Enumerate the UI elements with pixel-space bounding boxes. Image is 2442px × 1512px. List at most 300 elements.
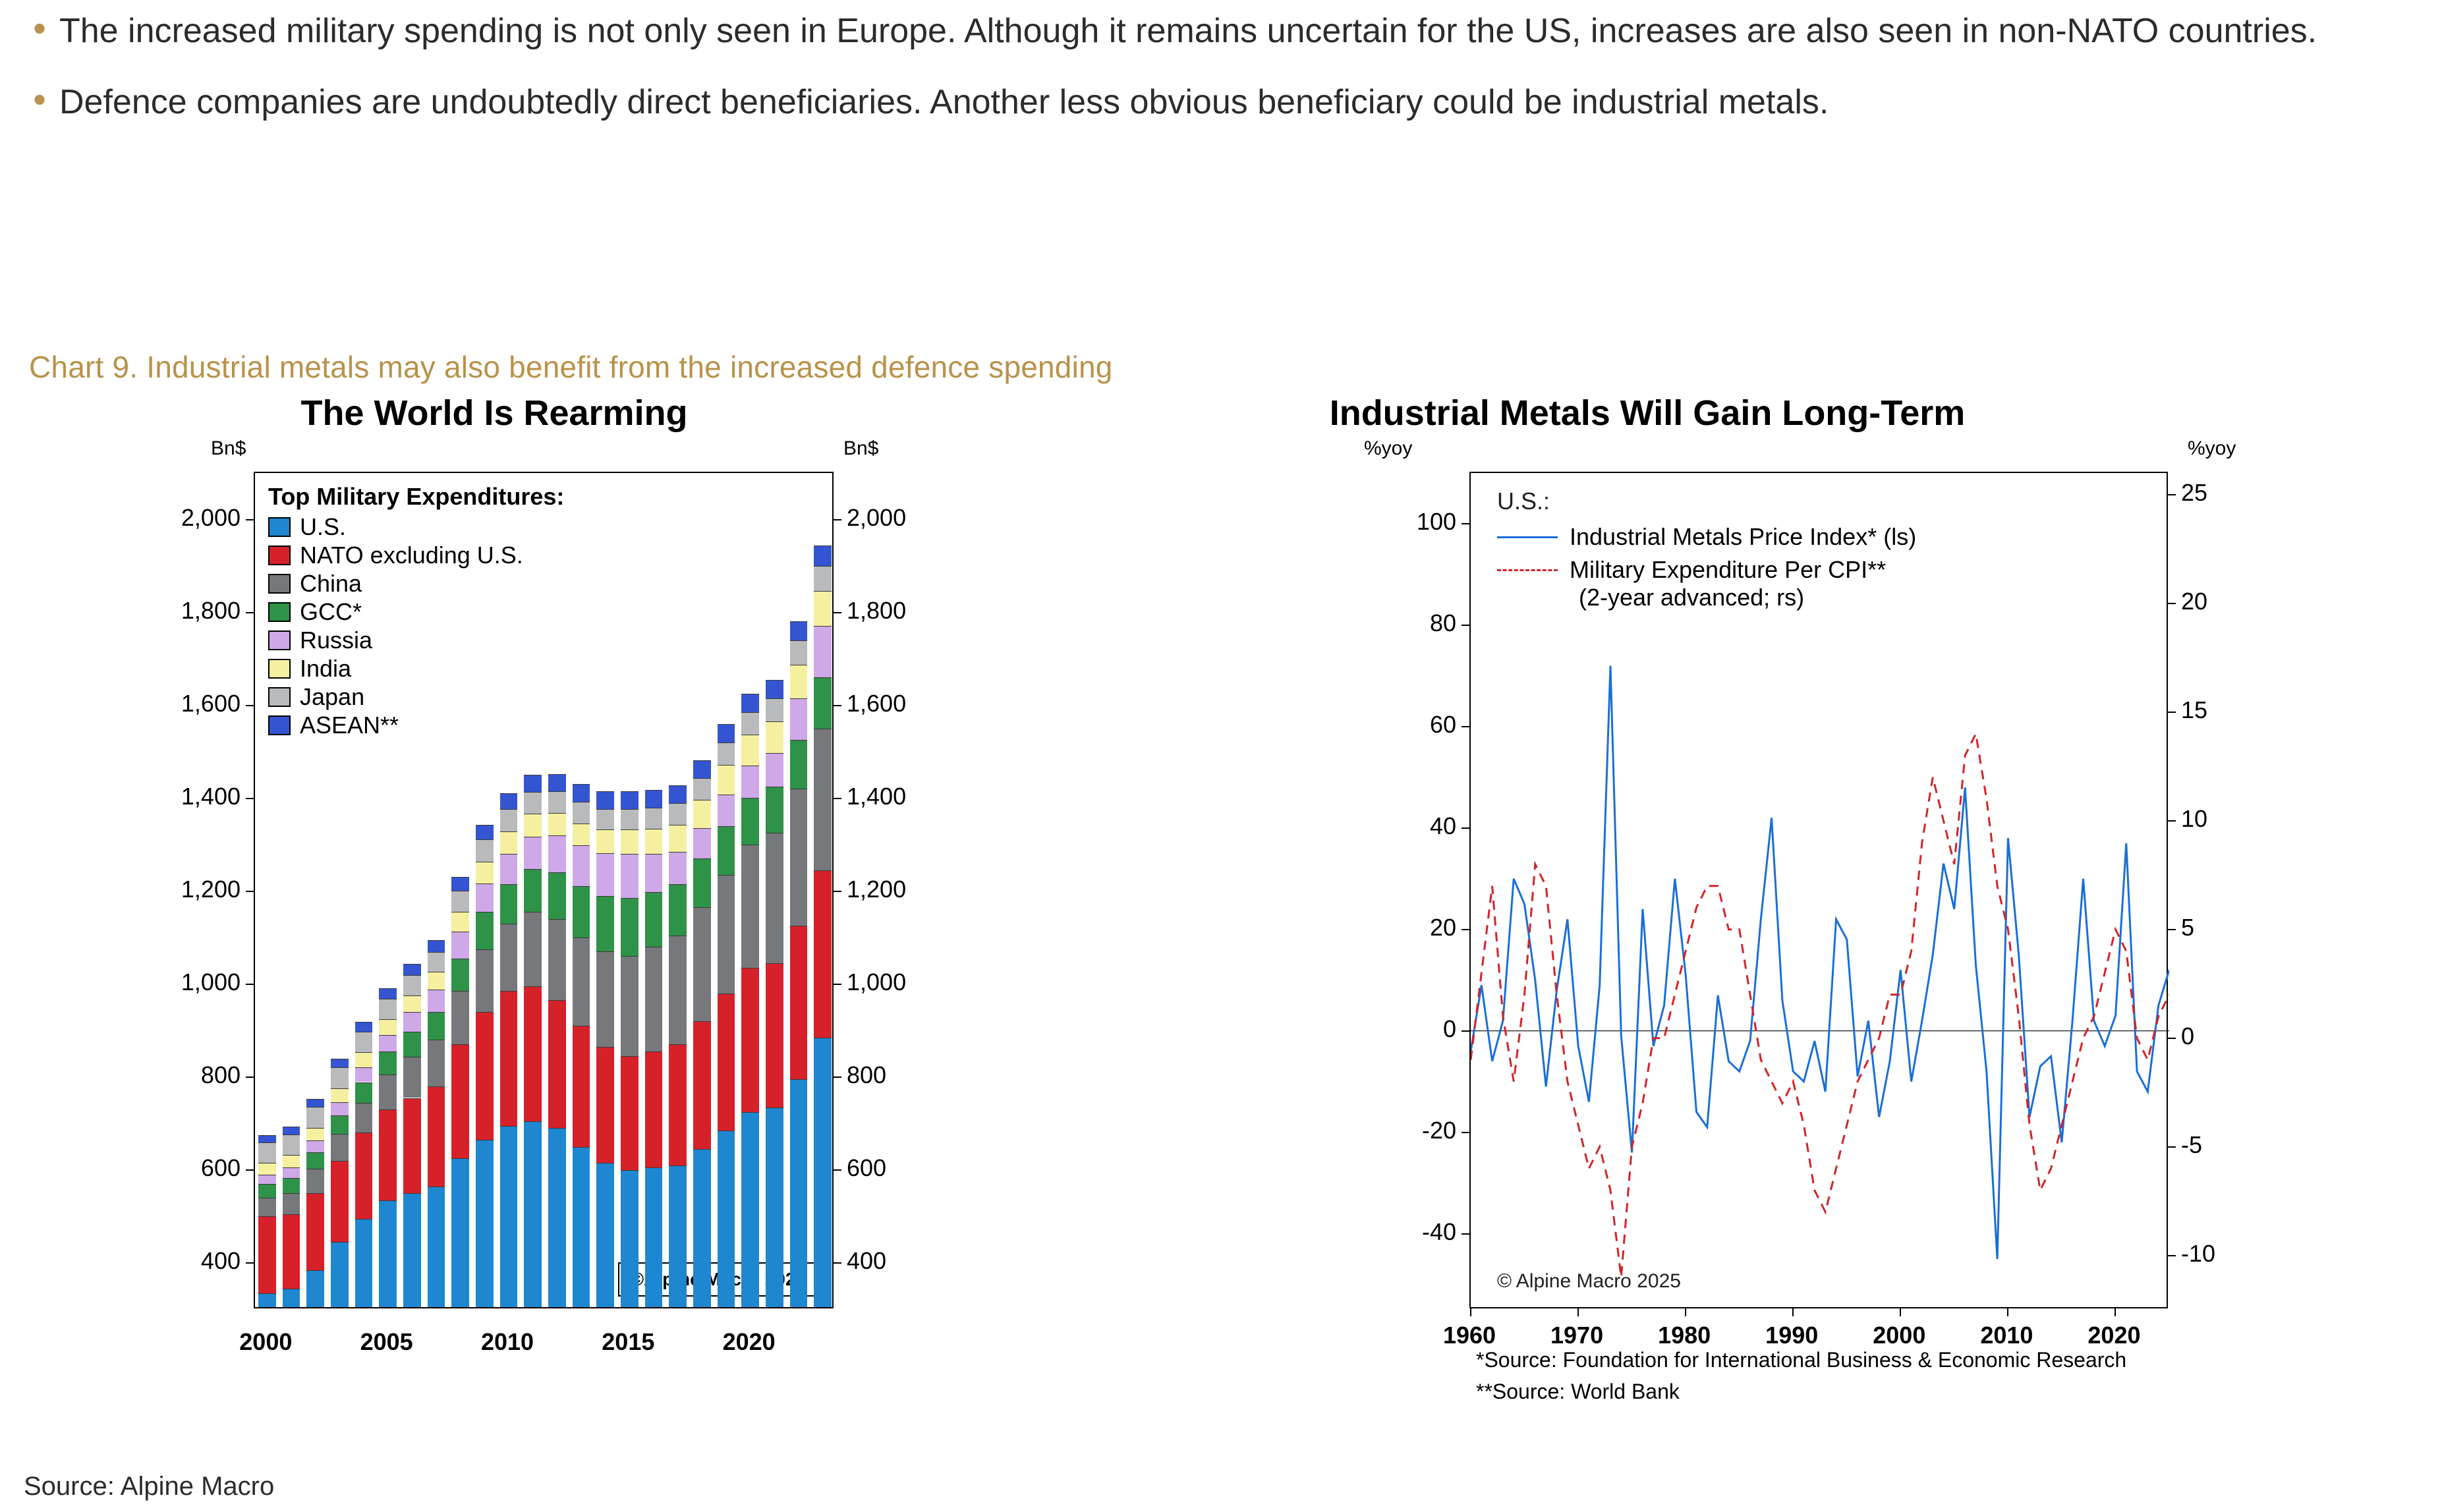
series-line <box>1471 666 2169 1260</box>
bar-segment <box>500 831 517 854</box>
bar-segment <box>693 778 710 800</box>
bar-segment <box>766 721 783 753</box>
bar-segment <box>331 1102 348 1115</box>
bar-segment <box>476 1140 493 1307</box>
legend-label: Russia <box>300 627 373 654</box>
table-row <box>500 470 517 1307</box>
y-tick <box>246 798 255 799</box>
bar-segment <box>741 845 758 968</box>
bar-segment <box>500 884 517 924</box>
table-row <box>331 470 348 1307</box>
bar-segment <box>669 1165 686 1307</box>
bar-segment <box>669 785 686 803</box>
bar-segment <box>403 975 420 995</box>
bar-segment <box>693 760 710 779</box>
bar-segment <box>766 1107 783 1307</box>
bar-segment <box>573 938 590 1026</box>
bar-segment <box>403 964 420 975</box>
bar-segment <box>596 1047 613 1163</box>
bar-segment <box>596 791 613 809</box>
bar-segment <box>451 991 469 1044</box>
bar-segment <box>596 896 613 952</box>
bar-segment <box>596 951 613 1047</box>
bar-segment <box>814 566 831 591</box>
table-row <box>476 470 493 1307</box>
bar-segment <box>306 1270 324 1307</box>
x-axis-label: 1970 <box>1550 1322 1604 1349</box>
bar-segment <box>283 1167 300 1178</box>
table-row <box>669 470 686 1307</box>
bar-segment <box>451 932 469 959</box>
bar-segment <box>476 825 493 840</box>
table-row <box>621 470 638 1307</box>
y-axis-label: 40 <box>1429 812 1456 839</box>
bar-segment <box>403 1012 420 1032</box>
y-tick <box>246 519 255 520</box>
legend-label: U.S. <box>300 513 347 540</box>
legend-label: Japan <box>300 683 365 710</box>
y-tick-right <box>832 1169 841 1171</box>
bar-segment <box>621 854 638 898</box>
bar-segment <box>741 712 758 735</box>
bar-segment <box>766 753 783 787</box>
bar-segment <box>621 956 638 1056</box>
bar-segment <box>283 1178 300 1193</box>
y-axis-label: 800 <box>200 1061 241 1089</box>
bar-segment <box>766 787 783 833</box>
bar-segment <box>645 790 662 808</box>
bar-segment <box>693 1149 710 1307</box>
bar-segment <box>718 765 735 794</box>
table-row <box>283 470 300 1307</box>
bar-segment <box>693 800 710 827</box>
bar-segment <box>379 1109 396 1200</box>
bar-segment <box>524 1121 541 1307</box>
bar-segment <box>596 809 613 830</box>
bar-segment <box>548 774 565 791</box>
bar-segment <box>741 766 758 798</box>
bar-segment <box>548 872 565 919</box>
y-tick <box>246 1262 255 1264</box>
bar-segment <box>693 1021 710 1149</box>
bar-segment <box>573 824 590 846</box>
bar-segment <box>790 1079 807 1307</box>
bar-segment <box>476 1012 493 1140</box>
bar-segment <box>331 1059 348 1067</box>
y-tick <box>246 984 255 985</box>
bar-segment <box>524 775 541 791</box>
bar-segment <box>403 1032 420 1057</box>
table-row <box>596 470 613 1307</box>
y-tick <box>1462 827 1471 829</box>
bar-segment <box>500 793 517 809</box>
y-tick <box>246 612 255 613</box>
bar-segment <box>355 1067 372 1082</box>
bar-segment <box>596 829 613 853</box>
y-axis-label-right: 10 <box>2181 804 2208 832</box>
bar-segment <box>573 845 590 886</box>
list-item <box>20 80 2418 125</box>
y-axis-label: 1,400 <box>181 782 241 810</box>
y-axis-label: 1,000 <box>181 968 241 996</box>
bar-segment <box>476 839 493 862</box>
table-row <box>573 470 590 1307</box>
bar-segment <box>500 809 517 831</box>
y-axis-label-right: 400 <box>847 1247 887 1275</box>
y-tick-right <box>832 984 841 985</box>
bar-segment <box>741 798 758 845</box>
bar-segment <box>283 1289 300 1307</box>
table-row <box>790 470 807 1307</box>
bar-segment <box>355 1082 372 1103</box>
bar-segment <box>814 626 831 677</box>
bar-segment <box>476 883 493 912</box>
x-axis-label: 2010 <box>1980 1322 2033 1349</box>
left-chart-title: The World Is Rearming <box>300 393 688 433</box>
bar-segment <box>331 1242 348 1307</box>
bar-segment <box>355 1219 372 1307</box>
table-row <box>355 470 372 1307</box>
bar-segment <box>355 1022 372 1031</box>
bar-segment <box>645 1051 662 1167</box>
bar-segment <box>548 1128 565 1307</box>
x-axis-label: 1990 <box>1765 1322 1819 1349</box>
y-axis-label: 2,000 <box>181 503 241 531</box>
bar-segment <box>693 828 710 859</box>
x-axis-label: 1980 <box>1658 1322 1711 1349</box>
y-tick <box>246 705 255 706</box>
y-tick <box>1462 929 1471 930</box>
table-row <box>645 470 662 1307</box>
bar-segment <box>718 826 735 875</box>
bullet-dot-icon: • <box>33 78 46 120</box>
bar-segment <box>524 814 541 837</box>
bar-segment <box>306 1169 324 1193</box>
bar-segment <box>790 789 807 926</box>
bar-segment <box>669 825 686 852</box>
bar-segment <box>428 952 445 972</box>
y-tick-right <box>832 612 841 613</box>
table-row <box>451 470 469 1307</box>
source-note: Source: Alpine Macro <box>24 1472 275 1501</box>
legend-label: NATO excluding U.S. <box>300 542 523 569</box>
table-row <box>403 470 420 1307</box>
chart-panel-rearming <box>132 393 1100 1434</box>
y-tick <box>1462 726 1471 727</box>
x-axis-label: 2000 <box>239 1328 293 1355</box>
bar-segment <box>814 870 831 1038</box>
bar-segment <box>645 1167 662 1307</box>
bar-segment <box>693 907 710 1021</box>
y-tick-right <box>832 891 841 892</box>
bar-segment <box>669 1044 686 1165</box>
y-axis-label: 60 <box>1429 710 1456 738</box>
bar-segment <box>718 724 735 742</box>
bar-segment <box>428 1086 445 1187</box>
bar-segment <box>500 924 517 991</box>
bar-segment <box>476 949 493 1012</box>
y-axis-label: 20 <box>1429 913 1456 941</box>
y-axis-label: 1,800 <box>181 596 241 624</box>
right-footnote-2: **Source: World Bank <box>1476 1380 1680 1403</box>
left-legend-title: Top Military Expenditures: <box>268 483 565 510</box>
x-axis-label: 2015 <box>602 1328 655 1355</box>
right-footnote-1: *Source: Foundation for International Business & Economic Research <box>1476 1348 2127 1372</box>
right-chart-title: Industrial Metals Will Gain Long-Term <box>1329 393 1966 433</box>
y-tick <box>246 1169 255 1171</box>
y-axis-label-right: 1,400 <box>847 782 907 810</box>
bar-segment <box>573 784 590 802</box>
y-axis-label-right: 2,000 <box>847 503 907 531</box>
bar-segment <box>476 862 493 883</box>
bar-segment <box>645 808 662 829</box>
bar-segment <box>621 829 638 854</box>
y-axis-label: -20 <box>1421 1116 1456 1144</box>
bar-segment <box>331 1134 348 1161</box>
y-axis-label-right: 15 <box>2181 696 2208 723</box>
y-axis-label: 600 <box>200 1154 241 1182</box>
bar-segment <box>596 853 613 896</box>
bar-segment <box>283 1155 300 1167</box>
bar-segment <box>814 1038 831 1307</box>
bar-segment <box>645 854 662 892</box>
legend-label: ASEAN** <box>300 712 399 739</box>
bar-segment <box>790 621 807 641</box>
y-axis-label-right: 1,200 <box>847 876 907 903</box>
table-row <box>693 470 710 1307</box>
bar-segment <box>548 919 565 1000</box>
x-axis-label: 2010 <box>480 1328 534 1355</box>
legend-label-military: Military Expenditure Per CPI** <box>1570 556 1887 583</box>
y-axis-label-right: 1,600 <box>847 689 907 717</box>
bar-segment <box>790 698 807 741</box>
bar-segment <box>428 1040 445 1086</box>
bar-segment <box>814 591 831 627</box>
bar-segment <box>790 926 807 1079</box>
bar-segment <box>621 809 638 830</box>
table-row <box>379 470 396 1307</box>
y-tick-right <box>832 1077 841 1078</box>
y-tick <box>1462 1030 1471 1032</box>
table-row <box>718 470 735 1307</box>
bar-segment <box>573 1147 590 1307</box>
y-axis-label-right: 25 <box>2181 478 2208 506</box>
bar-segment <box>548 1000 565 1128</box>
bar-segment <box>379 1019 396 1035</box>
y-axis-label-right: 20 <box>2181 587 2208 615</box>
y-axis-label-right: -10 <box>2181 1239 2216 1267</box>
bar-segment <box>766 833 783 963</box>
bar-segment <box>428 940 445 952</box>
bar-segment <box>258 1293 275 1307</box>
table-row <box>306 470 324 1307</box>
bar-segment <box>524 792 541 814</box>
bar-segment <box>451 877 469 890</box>
y-axis-label: 0 <box>1442 1015 1456 1042</box>
bar-segment <box>621 1170 638 1307</box>
bar-segment <box>621 791 638 809</box>
bar-segment <box>306 1140 324 1152</box>
y-axis-label: 1,200 <box>181 876 241 903</box>
y-axis-label-right: 1,000 <box>847 968 907 996</box>
bar-segment <box>718 1131 735 1307</box>
y-axis-label-right: 0 <box>2181 1022 2195 1050</box>
bar-segment <box>379 1200 396 1307</box>
bar-segment <box>766 963 783 1107</box>
right-axis-unit-right: %yoy <box>2188 437 2236 459</box>
bar-segment <box>645 892 662 947</box>
bar-segment <box>379 988 396 999</box>
y-tick-right <box>832 798 841 799</box>
bar-segment <box>669 884 686 936</box>
y-axis-label-right: 1,800 <box>847 596 907 624</box>
bar-segment <box>379 999 396 1019</box>
bar-segment <box>548 835 565 872</box>
bar-segment <box>355 1052 372 1067</box>
bar-segment <box>451 959 469 991</box>
y-tick-right <box>832 519 841 520</box>
bar-segment <box>355 1103 372 1133</box>
x-axis-label: 2020 <box>2087 1322 2141 1349</box>
bar-segment <box>500 1126 517 1307</box>
bar-segment <box>669 936 686 1045</box>
bar-segment <box>573 886 590 938</box>
bar-segment <box>814 729 831 870</box>
right-axis-unit-left: %yoy <box>1364 437 1413 459</box>
right-copyright: © Alpine Macro 2025 <box>1497 1270 1681 1292</box>
bar-segment <box>428 990 445 1012</box>
table-row <box>548 470 565 1307</box>
bar-segment <box>355 1133 372 1219</box>
bar-segment <box>331 1115 348 1134</box>
bar-segment <box>258 1142 275 1163</box>
bar-segment <box>331 1088 348 1102</box>
list-item <box>20 9 2418 54</box>
y-axis-label: 400 <box>200 1247 241 1275</box>
y-axis-label-right: 5 <box>2181 913 2195 941</box>
x-axis-label: 2005 <box>360 1328 413 1355</box>
bar-segment <box>428 1012 445 1040</box>
y-tick <box>246 1077 255 1078</box>
bar-segment <box>548 813 565 835</box>
left-copyright: ©Alpine 2025 <box>618 1262 818 1297</box>
bar-segment <box>428 972 445 990</box>
y-tick <box>246 891 255 892</box>
left-plot-area <box>254 472 834 1308</box>
legend-label: GCC* <box>300 598 362 625</box>
bar-segment <box>451 1158 469 1307</box>
bar-segment <box>258 1163 275 1175</box>
table-row <box>428 470 445 1307</box>
bar-segment <box>596 1163 613 1307</box>
bar-segment <box>766 698 783 721</box>
right-plot-area <box>1469 472 2168 1308</box>
bullet-list <box>20 9 2418 151</box>
bar-segment <box>790 640 807 665</box>
legend-label: China <box>300 570 362 597</box>
bar-segment <box>500 854 517 884</box>
bar-segment <box>693 858 710 907</box>
y-axis-label: 100 <box>1416 507 1456 535</box>
bar-segment <box>379 1075 396 1109</box>
bar-segment <box>331 1161 348 1242</box>
legend-label: India <box>300 655 352 682</box>
y-tick <box>1462 625 1471 626</box>
y-tick-right <box>832 705 841 706</box>
bar-segment <box>379 1035 396 1051</box>
x-axis-label: 1960 <box>1442 1322 1496 1349</box>
bar-segment <box>306 1107 324 1128</box>
bar-segment <box>645 829 662 854</box>
y-axis-label-right: -5 <box>2181 1131 2203 1158</box>
bar-segment <box>548 791 565 813</box>
bar-segment <box>476 912 493 949</box>
table-row <box>814 470 831 1307</box>
bar-segment <box>621 1056 638 1170</box>
left-axis-unit-left: Bn$ <box>211 437 246 459</box>
bar-segment <box>355 1032 372 1053</box>
legend-label-military-sub: (2-year advanced; rs) <box>1579 584 1805 611</box>
chart-caption: Chart 9. Industrial metals may also benefit from the increased defence spending <box>29 350 1113 384</box>
bar-segment <box>741 1112 758 1307</box>
bullet-dot-icon: • <box>33 7 46 49</box>
y-tick <box>1462 1233 1471 1235</box>
bar-segment <box>814 546 831 566</box>
x-axis-label: 2020 <box>722 1328 776 1355</box>
bar-segment <box>524 869 541 912</box>
bar-segment <box>524 912 541 986</box>
bar-segment <box>790 740 807 789</box>
bar-segment <box>283 1127 300 1134</box>
bar-segment <box>258 1184 275 1198</box>
bar-segment <box>451 912 469 932</box>
bullet-text: The increased military spending is not only seen in Europe. Although it remains uncertain for the US, increases are also seen in non-NATO countries. <box>59 12 2317 50</box>
x-axis-label: 2000 <box>1873 1322 1926 1349</box>
bar-segment <box>718 795 735 826</box>
table-row <box>766 470 783 1307</box>
bar-segment <box>283 1193 300 1214</box>
table-row <box>741 470 758 1307</box>
y-axis-label-right: 600 <box>847 1154 887 1182</box>
bar-segment <box>258 1135 275 1142</box>
bar-segment <box>741 968 758 1112</box>
bar-segment <box>451 1044 469 1158</box>
bar-segment <box>258 1198 275 1216</box>
bar-segment <box>718 994 735 1131</box>
bullet-text: Defence companies are undoubtedly direct beneficiaries. Another less obvious beneficiary could be industrial metals. <box>59 82 1829 121</box>
bar-segment <box>306 1128 324 1141</box>
bar-segment <box>573 802 590 823</box>
bar-segment <box>621 898 638 956</box>
bar-segment <box>403 1193 420 1307</box>
bar-segment <box>403 1098 420 1194</box>
y-tick <box>1462 523 1471 524</box>
bar-segment <box>451 891 469 912</box>
bar-segment <box>669 803 686 824</box>
bar-segment <box>258 1175 275 1184</box>
bar-segment <box>283 1134 300 1156</box>
bar-segment <box>379 1051 396 1075</box>
bar-segment <box>573 1026 590 1146</box>
bar-segment <box>331 1067 348 1088</box>
bar-segment <box>741 735 758 766</box>
y-tick-right <box>832 1262 841 1264</box>
bar-segment <box>741 694 758 712</box>
bar-segment <box>814 677 831 729</box>
bar-segment <box>428 1187 445 1307</box>
bar-segment <box>645 947 662 1051</box>
bar-segment <box>258 1216 275 1293</box>
